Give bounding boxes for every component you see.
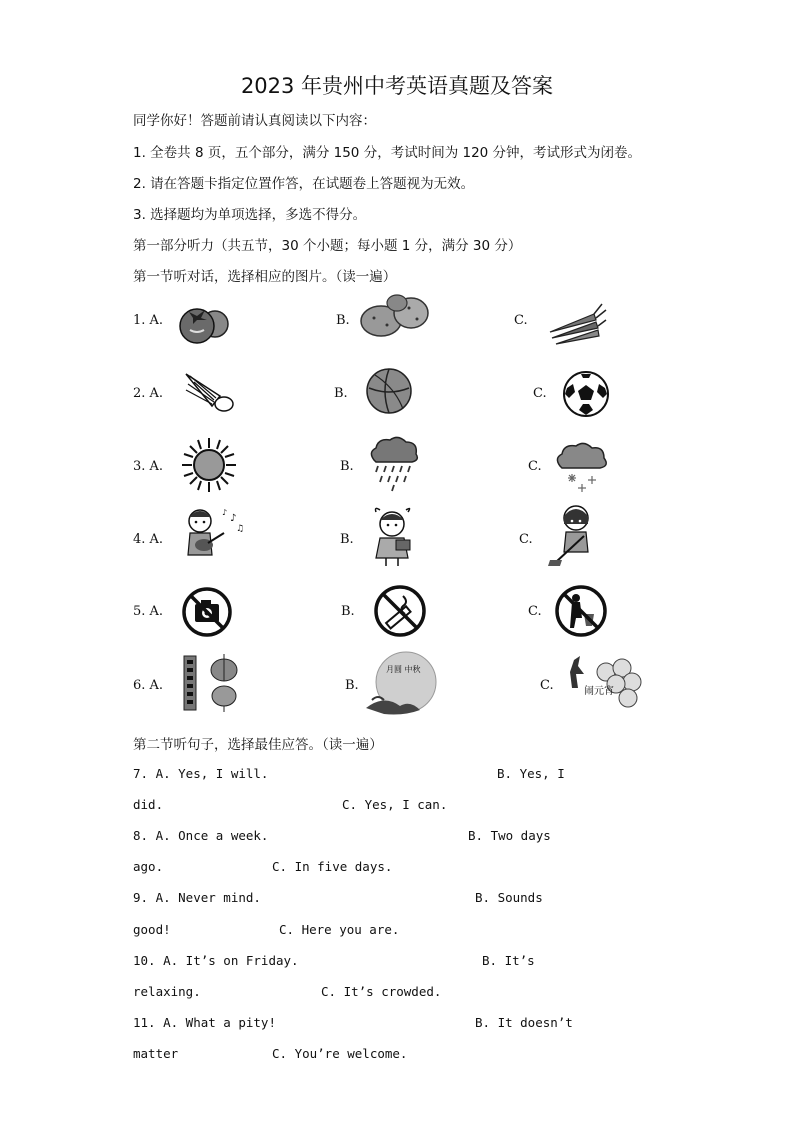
- part1-heading: 第一部分听力（共五节，30 个小题；每小题 1 分，满分 30 分）: [133, 238, 522, 254]
- q4-a-label: 4. A.: [133, 532, 164, 547]
- lantern-festival-yuanxiao-icon: [566, 652, 646, 712]
- rule-1: 1. 全卷共 8 页，五个部分，满分 150 分，考试时间为 120 分钟，考试形式为闭卷。: [133, 145, 642, 161]
- no-smoking-sign-icon: [373, 584, 427, 638]
- potato-icon: [359, 293, 431, 339]
- snow-cloud-icon: [554, 438, 610, 494]
- q8-option-b: B. Two days: [468, 828, 551, 843]
- q7-option-b-cont: did.: [133, 797, 164, 812]
- q3-a-label: 3. A.: [133, 459, 164, 474]
- q8-option-c: C. In five days.: [272, 859, 393, 874]
- yuanxiao-text: 闹元宵: [584, 686, 614, 697]
- no-littering-sign-icon: [554, 584, 608, 638]
- q9-option-b: B. Sounds: [475, 890, 543, 905]
- girl-reading-icon: [366, 506, 418, 568]
- section1-heading: 第一节听对话，选择相应的图片。（读一遍）: [133, 269, 397, 285]
- no-photos-sign-icon: [181, 586, 233, 638]
- mid-autumn-text: 月圆 中秋: [386, 665, 421, 674]
- q1-b-label: B.: [336, 313, 350, 328]
- q6-b-label: B.: [345, 678, 359, 693]
- q10-option-b-cont: relaxing.: [133, 984, 201, 999]
- q6-a-label: 6. A.: [133, 678, 164, 693]
- carrot-icon: [546, 298, 606, 346]
- spring-festival-couplet-lantern-icon: [180, 654, 246, 712]
- q6-c-label: C.: [540, 678, 554, 693]
- q11-option-c: C. You’re welcome.: [272, 1046, 408, 1061]
- mid-autumn-moon-icon: [364, 650, 444, 718]
- q3-b-label: B.: [340, 459, 354, 474]
- page-title: 2023 年贵州中考英语真题及答案: [240, 74, 554, 98]
- q1-c-label: C.: [514, 313, 528, 328]
- intro-text: 同学你好！答题前请认真阅读以下内容：: [133, 113, 376, 129]
- q2-b-label: B.: [334, 386, 348, 401]
- section2-heading: 第二节听句子，选择最佳应答。（读一遍）: [133, 737, 383, 753]
- svg-text:♪: ♪: [222, 508, 228, 517]
- q7-option-b: B. Yes, I: [497, 766, 565, 781]
- svg-text:♪: ♪: [230, 513, 237, 524]
- basketball-icon: [365, 366, 413, 416]
- q10-option-a: 10. A. It’s on Friday.: [133, 953, 299, 968]
- q7-option-a: 7. A. Yes, I will.: [133, 766, 269, 781]
- q9-option-a: 9. A. Never mind.: [133, 890, 261, 905]
- q4-c-label: C.: [519, 532, 533, 547]
- q11-option-a: 11. A. What a pity!: [133, 1015, 276, 1030]
- tomato-icon: [175, 298, 235, 346]
- q5-a-label: 5. A.: [133, 604, 164, 619]
- svg-text:♫: ♫: [236, 524, 245, 534]
- rule-3: 3. 选择题均为单项选择，多选不得分。: [133, 207, 367, 223]
- q9-option-b-cont: good!: [133, 922, 171, 937]
- q7-option-c: C. Yes, I can.: [342, 797, 448, 812]
- q10-option-b: B. It’s: [482, 953, 535, 968]
- q11-option-b-cont: matter: [133, 1046, 179, 1061]
- q4-b-label: B.: [340, 532, 354, 547]
- q5-c-label: C.: [528, 604, 542, 619]
- q5-b-label: B.: [341, 604, 355, 619]
- q1-a-label: 1. A.: [133, 313, 164, 328]
- rain-cloud-icon: [366, 434, 422, 492]
- q9-option-c: C. Here you are.: [279, 922, 400, 937]
- q8-option-b-cont: ago.: [133, 859, 164, 874]
- girl-playing-guitar-icon: [178, 505, 248, 563]
- q10-option-c: C. It’s crowded.: [321, 984, 442, 999]
- girl-sweeping-icon: [548, 502, 598, 568]
- sun-icon: [180, 436, 238, 494]
- badminton-shuttlecock-icon: [180, 370, 236, 414]
- q3-c-label: C.: [528, 459, 542, 474]
- q2-c-label: C.: [533, 386, 547, 401]
- rule-2: 2. 请在答题卡指定位置作答，在试题卷上答题视为无效。: [133, 176, 475, 192]
- q11-option-b: B. It doesn’t: [475, 1015, 573, 1030]
- soccer-ball-icon: [561, 370, 611, 418]
- q8-option-a: 8. A. Once a week.: [133, 828, 269, 843]
- q2-a-label: 2. A.: [133, 386, 164, 401]
